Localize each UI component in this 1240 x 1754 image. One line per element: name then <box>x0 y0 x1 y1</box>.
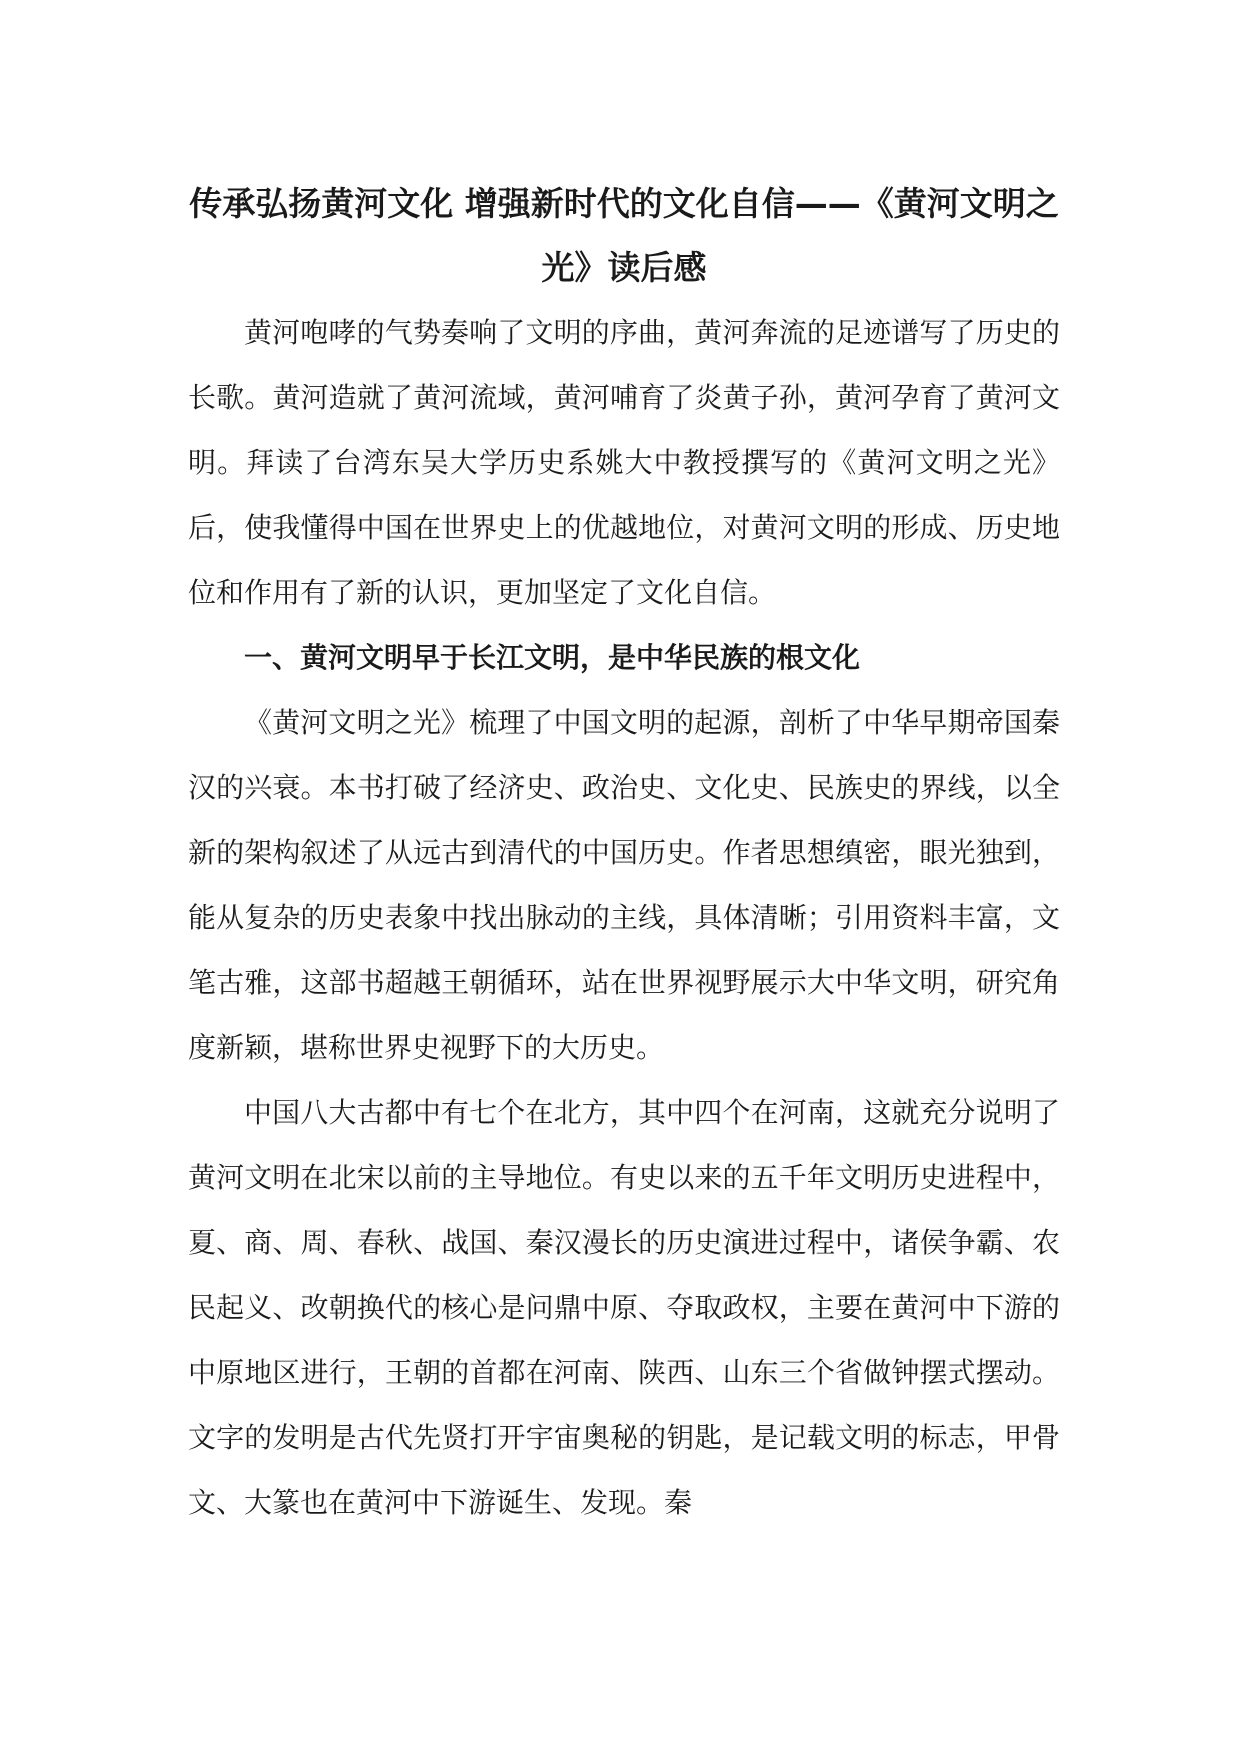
document-title: 传承弘扬黄河文化 增强新时代的文化自信——《黄河文明之光》读后感 <box>189 184 1059 287</box>
intro-paragraph: 黄河咆哮的气势奏响了文明的序曲，黄河奔流的足迹谱写了历史的长歌。黄河造就了黄河流域，黄河哺育了炎黄子孙，黄河孕育了黄河文明。拜读了台湾东吴大学历史系姚大中教授撰写的《黄河文明之光》后，使我懂得中国在世界史上的优越地位，对黄河文明的形成、历史地位和作用有了新的认识，更加坚定了文化自信。 <box>188 316 1060 609</box>
section1-paragraph-2: 中国八大古都中有七个在北方，其中四个在河南，这就充分说明了黄河文明在北宋以前的主导地位。有史以来的五千年文明历史进程中，夏、商、周、春秋、战国、秦汉漫长的历史演进过程中，诸侯争霸、农民起义、改朝换代的核心是问鼎中原、夺取政权，主要在黄河中下游的中原地区进行，王朝的首都在河南、陕西、山东三个省做钟摆式摆动。文字的发明是古代先贤打开宇宙奥秘的钥匙，是记载文明的标志，甲骨文、大篆也在黄河中下游诞生、发现。秦 <box>188 1096 1060 1519</box>
section1-paragraph-1: 《黄河文明之光》梳理了中国文明的起源，剖析了中华早期帝国秦汉的兴衰。本书打破了经济史、政治史、文化史、民族史的界线，以全新的架构叙述了从远古到清代的中国历史。作者思想缜密，眼光独到，能从复杂的历史表象中找出脉动的主线，具体清晰；引用资料丰富，文笔古雅，这部书超越王朝循环，站在世界视野展示大中华文明，研究角度新颖，堪称世界史视野下的大历史。 <box>188 706 1060 1064</box>
section-heading-1: 一、黄河文明早于长江文明，是中华民族的根文化 <box>244 641 861 674</box>
